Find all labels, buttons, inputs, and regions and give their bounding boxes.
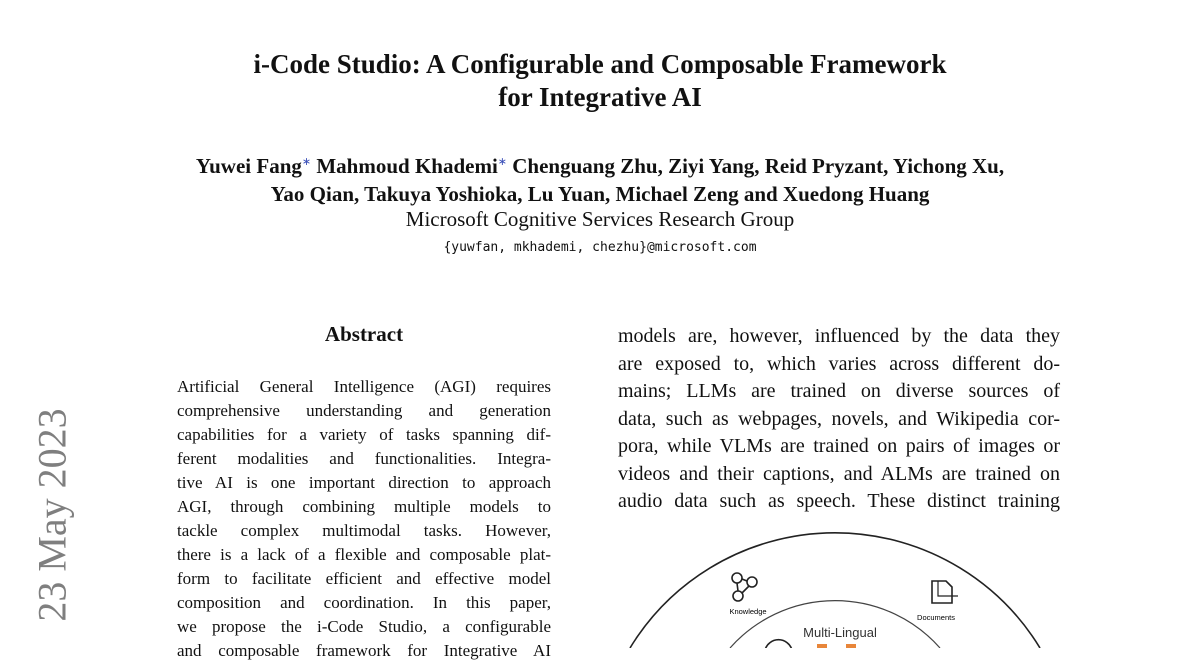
abstract-line: Artificial General Intelligence (AGI) requires: [177, 377, 551, 396]
author-name: Chenguang Zhu, Ziyi Yang, Reid Pryzant, Yichong Xu,: [512, 154, 1005, 178]
arxiv-date-stamp: 23 May 2023: [29, 408, 75, 622]
abstract-line: composition and coordination. In this paper,: [177, 593, 551, 612]
author-name: Yuwei Fang: [195, 154, 302, 178]
authors-line-2: Yao Qian, Takuya Yoshioka, Lu Yuan, Michael Zeng and Xuedong Huang: [270, 182, 930, 206]
multilingual-label: Multi-Lingual: [803, 625, 877, 640]
affiliation: Microsoft Cognitive Services Research Group: [405, 207, 795, 231]
abstract-line: there is a lack of a flexible and composable plat-: [177, 545, 551, 564]
abstract-line: we propose the i-Code Studio, a configurable: [177, 617, 551, 636]
equal-contribution-mark: ∗: [301, 156, 312, 168]
abstract-line: capabilities for a variety of tasks spanning dif-: [177, 425, 551, 444]
intro-line: audio data such as speech. These distinct training: [618, 490, 1060, 512]
title-line-1: i-Code Studio: A Configurable and Composable Framework: [253, 49, 947, 79]
abstract-line: tackle complex multimodal tasks. However,: [177, 521, 551, 540]
intro-line: are exposed to, which varies across different do-: [618, 352, 1060, 375]
equal-contribution-mark: ∗: [497, 156, 508, 168]
intro-line: data, such as webpages, novels, and Wikipedia cor-: [618, 407, 1060, 430]
abstract-line: tive AI is one important direction to approach: [177, 473, 551, 492]
intro-line: models are, however, influenced by the data they: [618, 325, 1060, 347]
abstract-line: ferent modalities and functionalities. Integra-: [177, 449, 551, 468]
documents-icon: [932, 581, 958, 603]
abstract-line: AGI, through combining multiple models to: [177, 497, 551, 516]
language-icon: [817, 644, 856, 648]
abstract-line: and composable framework for Integrative AI: [177, 641, 551, 660]
intro-line: videos and their captions, and ALMs are trained on: [618, 462, 1060, 485]
knowledge-graph-icon: [732, 573, 757, 601]
documents-label: Documents: [917, 613, 955, 622]
globe-icon: [765, 640, 792, 648]
intro-line: pora, while VLMs are trained on pairs of images or: [618, 435, 1060, 457]
knowledge-label: Knowledge: [729, 607, 767, 616]
abstract-heading: Abstract: [324, 322, 404, 346]
author-name: Mahmoud Khademi: [316, 154, 498, 178]
contact-email: {yuwfan, mkhademi, chezhu}@microsoft.com: [443, 240, 757, 255]
intro-line: mains; LLMs are trained on diverse sources of: [618, 380, 1060, 402]
abstract-line: comprehensive understanding and generation: [177, 401, 551, 420]
abstract-line: form to facilitate efficient and effective model: [177, 569, 551, 588]
title-line-2: for Integrative AI: [498, 82, 702, 112]
